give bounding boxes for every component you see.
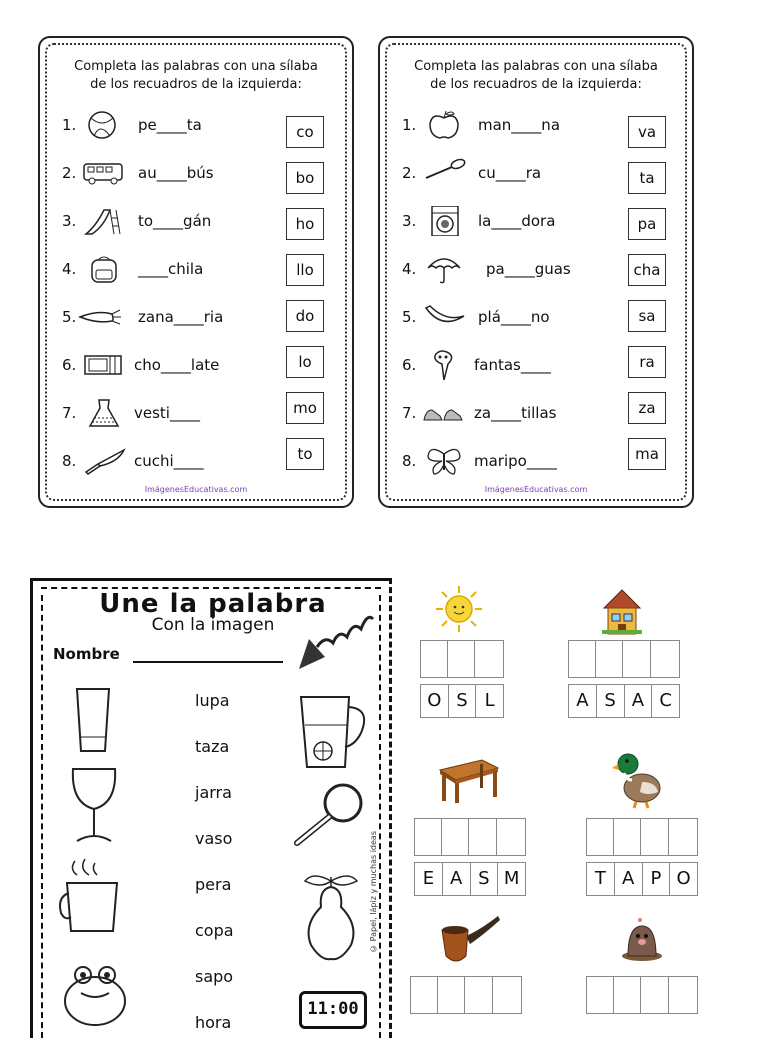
answer-grid xyxy=(586,976,698,1014)
exercise-row: 7. vesti____ xyxy=(62,398,342,428)
exercise-row: 2. cu____ra xyxy=(402,158,682,188)
exercise-row: 2. au____bús xyxy=(62,158,342,188)
answer-cell[interactable] xyxy=(669,819,697,855)
glass-icon xyxy=(73,685,113,755)
website-label: ImágenesEducativas.com xyxy=(484,485,588,494)
syllable-worksheet-2 xyxy=(378,36,694,508)
answer-cell[interactable] xyxy=(587,977,614,1013)
syllable-box: ra xyxy=(628,346,666,378)
answer-cell[interactable] xyxy=(442,819,469,855)
banana-icon xyxy=(422,302,466,332)
answer-cell[interactable] xyxy=(469,819,497,855)
answer-cell[interactable] xyxy=(651,641,679,677)
syllable-box: ho xyxy=(286,208,324,240)
answer-grid xyxy=(410,976,522,1014)
magnifying-glass-icon xyxy=(289,781,369,851)
website-label: ImágenesEducativas.com xyxy=(144,485,248,494)
scrambled-letters: O S L xyxy=(420,684,504,718)
exercise-row: 7. za____tillas xyxy=(402,398,682,428)
answer-cell[interactable] xyxy=(438,977,465,1013)
syllable-box: co xyxy=(286,116,324,148)
slide-icon xyxy=(82,206,126,236)
sheet-subtitle: Con la imagen xyxy=(151,615,275,635)
sun-icon xyxy=(434,584,484,634)
spoon-icon xyxy=(422,158,466,188)
answer-cell[interactable] xyxy=(465,977,493,1013)
syllable-box: bo xyxy=(286,162,324,194)
credit-label: © Papel, lápiz y muchas ideas xyxy=(369,831,378,953)
syllable-box: cha xyxy=(628,254,666,286)
duck-icon xyxy=(612,746,664,810)
answer-cell[interactable] xyxy=(596,641,623,677)
answer-grid xyxy=(568,640,680,678)
name-label: Nombre xyxy=(53,645,120,663)
chocolate-icon xyxy=(82,350,126,380)
answer-cell[interactable] xyxy=(497,819,525,855)
scrambled-letters: E A S M xyxy=(414,862,526,896)
answer-cell[interactable] xyxy=(415,819,442,855)
match-word[interactable]: jarra xyxy=(195,783,232,802)
frog-icon xyxy=(55,961,135,1031)
exercise-row: 5. plá____no xyxy=(402,302,682,332)
worksheet-2-title: Completa las palabras con una sílaba de los recuadros de la izquierda: xyxy=(414,59,658,92)
shoes-icon xyxy=(422,398,466,428)
scrambled-letters: A S A C xyxy=(568,684,680,718)
match-word[interactable]: lupa xyxy=(195,691,230,710)
worksheet-1-title: Completa las palabras con una sílaba de los recuadros de la izquierda: xyxy=(74,59,318,92)
scrambled-letters: T A P O xyxy=(586,862,698,896)
answer-cell[interactable] xyxy=(587,819,614,855)
exercise-row: 1. man____na xyxy=(402,110,682,140)
pipe-icon xyxy=(436,912,502,966)
knife-icon xyxy=(82,446,126,476)
exercise-row: 4. ____chila xyxy=(62,254,342,284)
word-image-matching-sheet xyxy=(30,578,392,1038)
sheet-title: Une la palabra xyxy=(99,589,327,619)
pitcher-icon xyxy=(295,691,375,771)
carrot-icon xyxy=(78,302,122,332)
match-word[interactable]: hora xyxy=(195,1013,232,1032)
washing-machine-icon xyxy=(422,206,466,236)
exercise-row: 4. pa____guas xyxy=(402,254,682,284)
ghost-icon xyxy=(422,350,466,380)
answer-cell[interactable] xyxy=(614,977,641,1013)
match-word[interactable]: sapo xyxy=(195,967,234,986)
syllable-box: mo xyxy=(286,392,324,424)
syllable-box: lo xyxy=(286,346,324,378)
table-icon xyxy=(438,758,500,804)
answer-cell[interactable] xyxy=(614,819,641,855)
match-word[interactable]: vaso xyxy=(195,829,233,848)
answer-grid xyxy=(420,640,504,678)
ball-icon xyxy=(82,110,126,140)
exercise-row: 5. zana____ria xyxy=(62,302,342,332)
syllable-box: za xyxy=(628,392,666,424)
syllable-box: sa xyxy=(628,300,666,332)
name-field[interactable] xyxy=(133,661,283,663)
match-word[interactable]: pera xyxy=(195,875,232,894)
backpack-icon xyxy=(82,254,126,284)
syllable-box: to xyxy=(286,438,324,470)
match-word[interactable]: copa xyxy=(195,921,234,940)
syllable-box: ma xyxy=(628,438,666,470)
syllable-box: pa xyxy=(628,208,666,240)
syllable-box: va xyxy=(628,116,666,148)
syllable-box: ta xyxy=(628,162,666,194)
answer-grid xyxy=(586,818,698,856)
answer-cell[interactable] xyxy=(493,977,521,1013)
answer-cell[interactable] xyxy=(641,819,669,855)
answer-cell[interactable] xyxy=(641,977,669,1013)
exercise-row: 1. pe____ta xyxy=(62,110,342,140)
wine-glass-icon xyxy=(67,765,121,845)
clock-icon: 11:00 xyxy=(299,991,367,1029)
apple-icon xyxy=(422,110,466,140)
party-horn-icon xyxy=(295,599,375,671)
answer-cell[interactable] xyxy=(475,641,503,677)
answer-grid xyxy=(414,818,526,856)
butterfly-icon xyxy=(422,446,466,476)
answer-cell[interactable] xyxy=(411,977,438,1013)
exercise-row: 8. maripo____ xyxy=(402,446,682,476)
house-icon xyxy=(600,586,644,636)
exercise-row: 6. cho____late xyxy=(62,350,342,380)
exercise-row: 6. fantas____ xyxy=(402,350,682,380)
mole-icon xyxy=(620,916,664,962)
bus-icon xyxy=(82,158,126,188)
answer-cell[interactable] xyxy=(448,641,475,677)
answer-cell[interactable] xyxy=(569,641,596,677)
exercise-row: 3. to____gán xyxy=(62,206,342,236)
syllable-worksheet-1 xyxy=(38,36,354,508)
umbrella-icon xyxy=(422,254,466,284)
answer-cell[interactable] xyxy=(669,977,697,1013)
syllable-box: llo xyxy=(286,254,324,286)
dress-icon xyxy=(82,398,126,428)
exercise-row: 8. cuchi____ xyxy=(62,446,342,476)
mug-icon xyxy=(55,857,127,937)
answer-cell[interactable] xyxy=(421,641,448,677)
exercise-row: 3. la____dora xyxy=(402,206,682,236)
answer-cell[interactable] xyxy=(623,641,651,677)
match-word[interactable]: taza xyxy=(195,737,230,756)
pear-icon xyxy=(299,871,363,961)
syllable-box: do xyxy=(286,300,324,332)
